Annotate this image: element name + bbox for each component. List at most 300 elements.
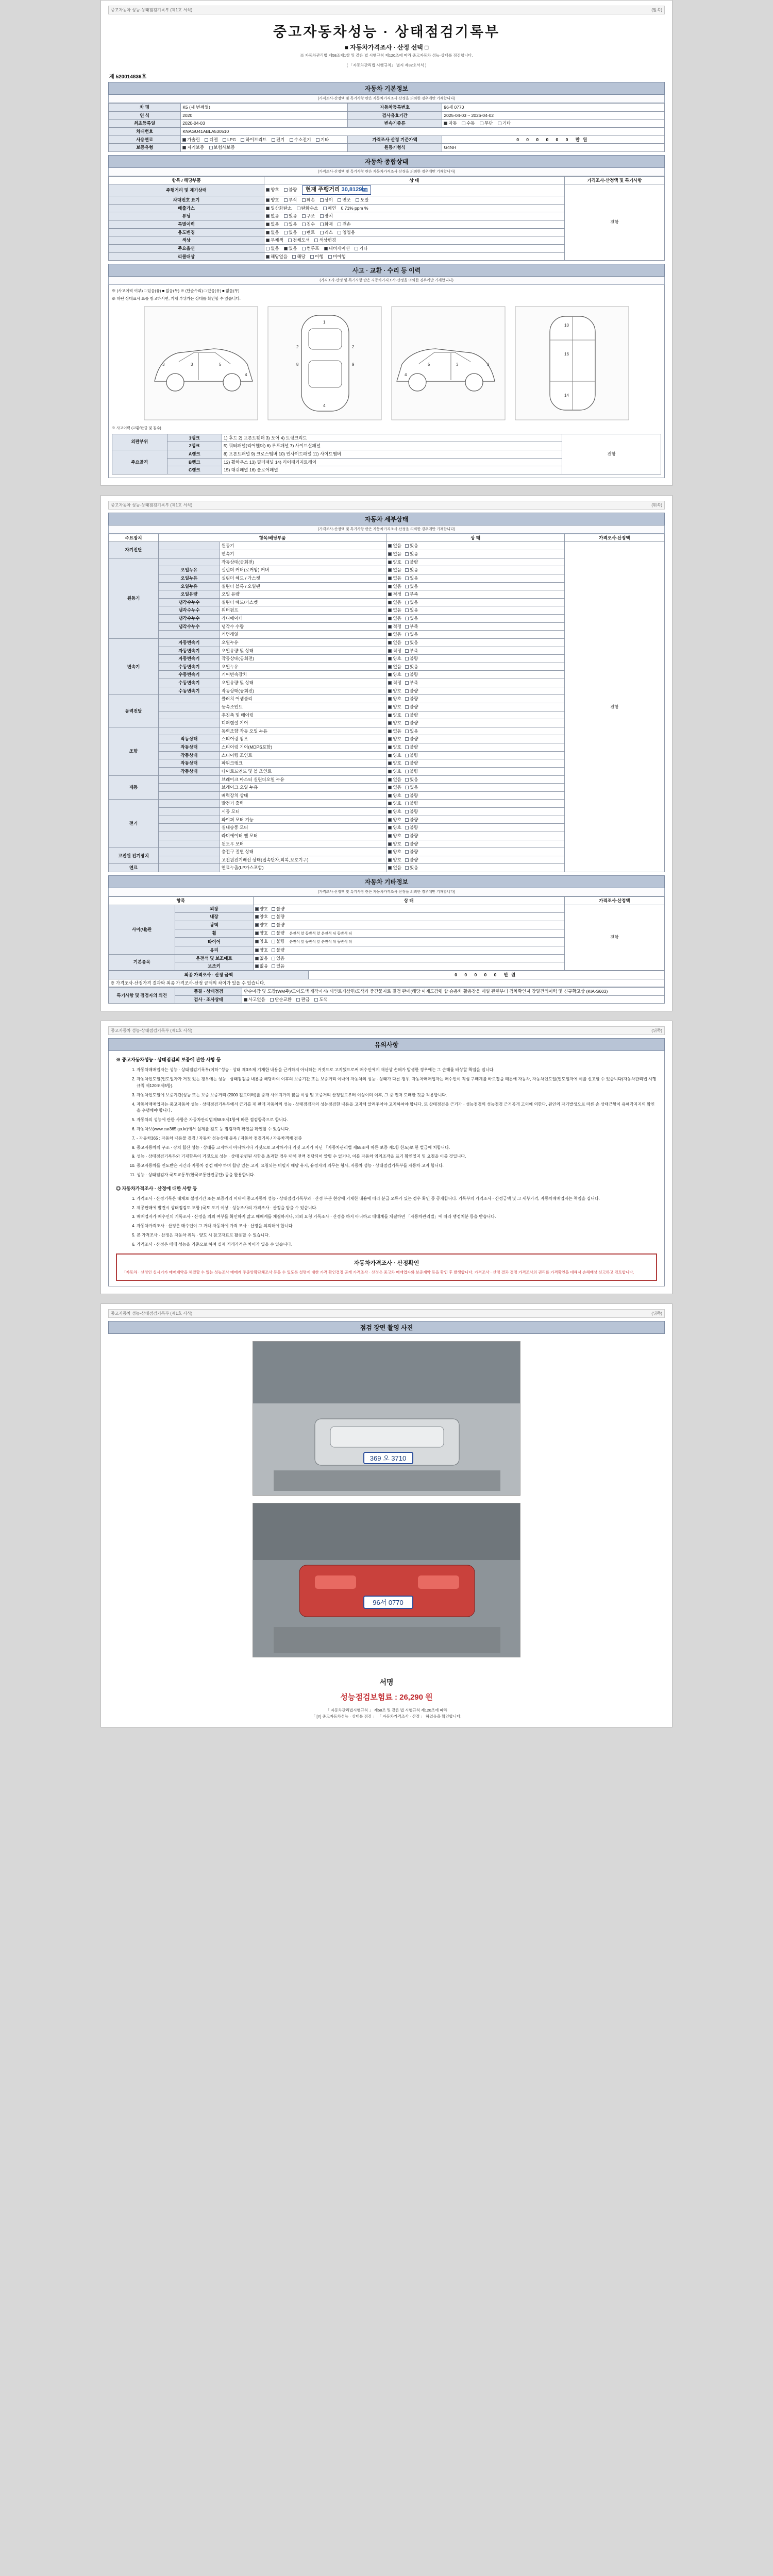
checkbox-trans-cvt[interactable]: 무단: [480, 121, 493, 126]
detail-price-cell: 전항: [564, 542, 664, 872]
section-photos-title: 점검 장면 촬영 사진: [108, 1321, 665, 1334]
table-row: [109, 542, 665, 550]
svg-text:1: 1: [323, 319, 326, 325]
topbar-left-text-2: 중고자동차 성능·상태점검기록부 (제1호 서식): [111, 502, 193, 507]
svg-text:14: 14: [564, 393, 569, 398]
checkbox-mileage-good[interactable]: 양호: [266, 187, 279, 193]
checkbox-good[interactable]: 양호: [388, 688, 401, 694]
detail-sub-label: 작동상태: [159, 759, 220, 768]
svg-text:2: 2: [352, 344, 355, 349]
detail-sub-label: [159, 824, 220, 832]
checkbox-emission-hc[interactable]: 탄화수소: [297, 206, 318, 211]
checkbox-good[interactable]: 없음: [388, 865, 401, 871]
accident-legend-table: [112, 434, 661, 474]
page-3: [100, 1021, 673, 1294]
basic-info-table: [108, 103, 665, 152]
checkbox-good[interactable]: 양호: [388, 744, 401, 750]
checkbox-bad[interactable]: 있음: [272, 963, 284, 969]
detail-sub-label: 냉각수누수: [159, 615, 220, 623]
checkbox-good[interactable]: 양호: [388, 736, 401, 742]
detail-item-label: 고전원전기배선 상태(접속단자,피복,보호기구): [220, 856, 386, 864]
detail-item-label: 윈도우 모터: [220, 840, 386, 848]
signature-label: 서명: [379, 1677, 394, 1686]
etc-item-state: [253, 938, 564, 946]
checkbox-bad[interactable]: 있음: [405, 567, 418, 573]
detail-sub-label: 작동상태: [159, 735, 220, 743]
checkbox-bad[interactable]: 불량: [405, 801, 418, 806]
list-item: 8. 중고자동차의 구조 · 장치 합산 성능 · 상태를 고지하지 아니하거나 거짓으로 고지하거나 거짓 고지가 아닌 「자동차관리법 제58조에 따른 보증 제1항 한도)로 한 벌금에 처합니다.: [137, 1145, 657, 1151]
checkbox-vin-diff[interactable]: 상이: [320, 197, 333, 203]
checkbox-bad[interactable]: 불량: [405, 760, 418, 766]
checkbox-bad[interactable]: 불량: [405, 704, 418, 710]
checkbox-warranty-insurer[interactable]: 보험사보증: [209, 145, 235, 150]
etc-item-extra: 운전석 앞 동반석 앞 운전석 뒤 동반석 뒤: [288, 931, 352, 936]
detail-sub-label: [159, 848, 220, 856]
photos-container: [108, 1334, 665, 1672]
section-overall-title: 자동차 종합상태: [108, 155, 665, 168]
col-header-state: 상 태: [264, 176, 565, 184]
etc-item-label: 보조키: [175, 962, 253, 971]
detail-sub-label: [159, 864, 220, 872]
detail-item-label: 타이로드엔드 및 볼 조인트: [220, 767, 386, 775]
detail-sub-label: 수동변속기: [159, 687, 220, 695]
mileage-label: 현재 주행거리: [305, 187, 340, 193]
checkbox-bad[interactable]: 불량: [405, 656, 418, 662]
checkbox-option-etc[interactable]: 기타: [355, 246, 367, 251]
checkbox-bad[interactable]: 있음: [405, 640, 418, 646]
checkbox-good[interactable]: 양호: [255, 914, 268, 920]
checkbox-vin-alter[interactable]: 변조: [338, 197, 350, 203]
checkbox-tuning-device[interactable]: 장치: [320, 213, 333, 219]
checkbox-good[interactable]: 양호: [388, 704, 401, 710]
checkbox-use-business[interactable]: 영업용: [338, 230, 355, 235]
checkbox-option-yes[interactable]: 있음: [284, 246, 297, 251]
checkbox-good[interactable]: 양호: [388, 849, 401, 855]
table-row: [109, 184, 665, 196]
car-diagram-group: [112, 304, 661, 422]
detail-item-state: [386, 574, 564, 582]
notice-section-2-title: ◎ 자동차가격조사 · 산정에 대한 사항 등: [116, 1185, 197, 1191]
checkbox-use-lease[interactable]: 리스: [320, 230, 333, 235]
footer-note-2: 「 [Y] 중고자동차성능 · 상태를 점검 」 「 자동차가격조사 · 산정 」 하였음을 확인합니다.: [311, 1714, 462, 1719]
legend-items-5: 15) 대쉬패널 16) 플로어패널: [222, 466, 562, 474]
detail-item-label: 라디에이터 팬 모터: [220, 832, 386, 840]
checkbox-good[interactable]: 없음: [388, 543, 401, 549]
row-label-emission: 배출가스: [109, 204, 264, 212]
detail-item-state: [386, 816, 564, 824]
checkbox-color-full-paint[interactable]: 전체도색: [288, 238, 310, 243]
checkbox-good[interactable]: 없음: [388, 551, 401, 557]
page-note-2: ( 「자동차관리법 시행규칙」 별지 제82호서식 ): [346, 62, 427, 67]
detail-sub-label: [159, 550, 220, 558]
checkbox-good[interactable]: 없음: [255, 956, 268, 961]
checkbox-good[interactable]: 양호: [388, 825, 401, 831]
etc-group-label: 기본품목: [109, 954, 175, 970]
checkbox-good[interactable]: 양호: [388, 713, 401, 718]
checkbox-recall-yes[interactable]: 해당: [292, 254, 305, 260]
detail-sub-label: 수동변속기: [159, 663, 220, 671]
checkbox-bad[interactable]: 있음: [405, 785, 418, 790]
checkbox-good[interactable]: 양호: [388, 720, 401, 726]
detail-item-state: [386, 791, 564, 800]
section-basic-title: 자동차 기본정보: [108, 82, 665, 95]
detail-item-label: 원동기: [220, 542, 386, 550]
etc-item-state: [253, 954, 564, 962]
list-item: 2. 제공판매에 발견시 상태점검도 포함 (국토 포기 이상 · 성능조사의 가격조사 · 산정을 받을 수 있습니다.: [137, 1205, 657, 1212]
checkbox-option-none[interactable]: 없음: [266, 246, 279, 251]
checkbox-bad[interactable]: 있음: [405, 551, 418, 557]
checkbox-good[interactable]: 없음: [255, 963, 268, 969]
detail-group-label: 원동기: [109, 558, 159, 638]
checkbox-vin-damage[interactable]: 훼손: [302, 197, 315, 203]
checkbox-good[interactable]: 양호: [388, 560, 401, 565]
value-special-notes: 단순마감 및 도장(WM주)/도어도색 제작시시/ 세인트제삼면/도색과 중간물지로 질검 판매(해당 이재도감평 합 승용차 활용장을 매일 관련부터 검차확인지 장밀건의이력 및 신규확고상 (KIA-S603): [242, 988, 664, 996]
etc-item-state: [253, 905, 564, 913]
legend-items-4: 12) 휠하우스 13) 필러패널 14) 리어패키지트레이: [222, 458, 562, 466]
checkbox-bad[interactable]: 부족: [405, 648, 418, 654]
checkbox-bad[interactable]: 불량: [405, 825, 418, 831]
detail-item-label: 충전구 절연 상태: [220, 848, 386, 856]
etc-item-state: [253, 946, 564, 955]
checkbox-bad[interactable]: 불량: [405, 672, 418, 677]
checkbox-bad[interactable]: 불량: [405, 720, 418, 726]
detail-item-label: 파워크랭크: [220, 759, 386, 768]
label-transmission: 변속기종류: [347, 120, 442, 128]
row-label-color: 색상: [109, 236, 264, 245]
detail-sub-label: 자동변속기: [159, 655, 220, 663]
checkbox-good[interactable]: 양호: [388, 857, 401, 863]
checkbox-fuel-lpg[interactable]: LPG: [223, 137, 236, 143]
label-year: 연 식: [109, 111, 181, 120]
detail-item-state: [386, 542, 564, 550]
checkbox-color-changed[interactable]: 색상변경: [314, 238, 336, 243]
checkbox-good[interactable]: 양호: [255, 930, 268, 936]
checkbox-good[interactable]: 적정: [388, 591, 401, 597]
detail-sub-label: 냉각수누수: [159, 622, 220, 631]
checkbox-bad[interactable]: 있음: [405, 865, 418, 871]
checkbox-use-rent[interactable]: 렌트: [302, 230, 315, 235]
checkbox-color-original[interactable]: 무채색: [266, 238, 283, 243]
checkbox-bad[interactable]: 있음: [405, 616, 418, 621]
table-row: [109, 120, 665, 128]
list-item: 10. 중고자동차를 인도받은 시간과 자동차 점검 해야 하며 합당 있는 고지, 요청되는 미필지 해당 유지, 유정자의 의무는 형사, 자동차 성능 · 상태점검기록부를 자동차 고지 합니다.: [137, 1163, 657, 1170]
checkbox-bad[interactable]: 불량: [405, 688, 418, 694]
row-state-history: [264, 221, 565, 229]
value-car-name: K5 (세 번째열): [181, 104, 348, 112]
legend-rank-b: B랭크: [167, 458, 222, 466]
checkbox-bad[interactable]: 불량: [405, 560, 418, 565]
checkbox-good[interactable]: 양호: [388, 656, 401, 662]
etc-item-label: 내장: [175, 913, 253, 921]
checkbox-bad[interactable]: 불량: [272, 906, 284, 912]
checkbox-tuning-structure[interactable]: 구조: [302, 213, 315, 219]
checkbox-bad[interactable]: 불량: [405, 793, 418, 799]
legend-items-2: 5) 쿼터패널(리어휀더) 6) 루프패널 7) 사이드실패널: [222, 442, 562, 450]
checkbox-trans-manual[interactable]: 수동: [462, 121, 475, 126]
col-header-part: 항목/해당부품: [159, 534, 386, 542]
detail-item-state: [386, 840, 564, 848]
checkbox-good[interactable]: 없음: [388, 584, 401, 589]
value-engine-type: G4NH: [442, 144, 665, 152]
col-header-detail-state: 상 태: [386, 534, 564, 542]
checkbox-bad[interactable]: 불량: [405, 696, 418, 702]
table-row: [109, 127, 665, 135]
list-item: 3. 매매업자가 매수인의 기록조사 · 산정을 의뢰 여부를 확인하지 않고 매매계를 체결하거나, 의뢰 요청 기록조사 · 산정을 하지 아니하고 매매계를 체결하면 「자동차관리법」에 따라 행정처분 등을 받습니다.: [137, 1214, 657, 1221]
table-header-row: [109, 176, 665, 184]
checkbox-good[interactable]: 양호: [255, 939, 268, 944]
checkbox-use-none[interactable]: 없음: [266, 230, 279, 235]
checkbox-history-fire[interactable]: 화재: [320, 222, 333, 227]
detail-item-state: [386, 615, 564, 623]
checkbox-bad[interactable]: 불량: [405, 849, 418, 855]
checkbox-bad[interactable]: 불량: [272, 922, 284, 928]
checkbox-recall-done[interactable]: 이행: [310, 254, 323, 260]
checkbox-bad[interactable]: 있음: [405, 728, 418, 734]
checkbox-fuel-etc[interactable]: 기타: [316, 137, 329, 143]
checkbox-vin-corrode[interactable]: 부식: [284, 197, 297, 203]
checkbox-good[interactable]: 없음: [388, 567, 401, 573]
checkbox-warranty-self[interactable]: 자기보증: [182, 145, 204, 150]
total-price-note: ※ 가격조사·산정가격 결과와 최종 가격조사·산정 금액의 차이가 있을 수 있습니다.: [109, 979, 665, 987]
label-car-name: 차 명: [109, 104, 181, 112]
checkbox-good[interactable]: 양호: [388, 833, 401, 839]
detail-group-label: 자기진단: [109, 542, 159, 558]
checkbox-bad[interactable]: 불량: [405, 841, 418, 847]
checkbox-bad[interactable]: 있음: [405, 600, 418, 605]
detail-sub-label: 냉각수누수: [159, 606, 220, 615]
car-diagram-top-view-icon: [265, 304, 384, 422]
detail-item-state: [386, 606, 564, 615]
list-item: 1. 자동차매매업자는 성능 · 상태점검기록부(이하 "성능 · 상태 제3조제 기재한 내용을 근거하지 아니하는 거짓으로 고지했으로써 매수인에게 재산상 손해가 발생한 경우에는 그 손해를 배상할 책임을 집니다.: [137, 1067, 657, 1074]
checkbox-mileage-bad[interactable]: 불량: [284, 187, 297, 193]
checkbox-good[interactable]: 양호: [388, 793, 401, 799]
notice-list-1: [116, 1067, 657, 1178]
accident-legend-line-1: ※ (사고이력 여부) □ 있음(유) ■ 없음(무) ※ (단순수리) □ 있음(유) ■ 없음(무): [112, 289, 240, 294]
checkbox-bad[interactable]: 부족: [405, 591, 418, 597]
checkbox-good[interactable]: 없음: [388, 664, 401, 670]
checkbox-bad[interactable]: 불량: [405, 713, 418, 718]
checkbox-good[interactable]: 양호: [388, 817, 401, 823]
detail-sub-label: [159, 703, 220, 711]
etc-item-label: 운전석 및 보조매트: [175, 954, 253, 962]
svg-text:16: 16: [564, 351, 569, 357]
checkbox-trans-auto[interactable]: 자동: [444, 121, 457, 126]
checkbox-good[interactable]: 없음: [388, 607, 401, 613]
checkbox-good[interactable]: 양호: [255, 906, 268, 912]
detail-sub-label: [159, 631, 220, 639]
detail-sub-label: [159, 832, 220, 840]
checkbox-good[interactable]: 없음: [388, 640, 401, 646]
detail-item-state: [386, 671, 564, 679]
row-state-vin-mark: [264, 196, 565, 205]
checkbox-tuning-yes[interactable]: 있음: [284, 213, 297, 219]
table-header-row: [109, 897, 665, 905]
checkbox-bad[interactable]: 불량: [272, 914, 284, 920]
pledge-title: 자동차가격조사 · 산정확인: [354, 1260, 419, 1266]
list-item: 4. 자동차매매업자는 중고자동차 성능 · 상태점검기록부에서 근거를 제 판매 자동차의 성능 · 상태점검자의 성능점검한 내용을 고지해 알려주어야 고지하여야 합니다. 또 상태점검을 근거가 · 성능점검의 성능점검 근거공개 고의에 의한다, 원인의 자기발생으로 따른 손 상태근황이 유해각지지의 확인을 수행해야 합니다.: [137, 1101, 657, 1115]
checkbox-good[interactable]: 없음: [388, 728, 401, 734]
checkbox-fuel-diesel[interactable]: 디젤: [205, 137, 217, 143]
legend-rank-2: 2랭크: [167, 442, 222, 450]
checkbox-option-sunroof[interactable]: 썬루프: [302, 246, 320, 251]
detail-sub-label: 작동상태: [159, 743, 220, 752]
checkbox-good[interactable]: 양호: [388, 753, 401, 758]
checkbox-history-none[interactable]: 없음: [266, 222, 279, 227]
checkbox-history-total-loss[interactable]: 전손: [338, 222, 350, 227]
detail-item-label: 실린더 헤드/가스켓: [220, 598, 386, 606]
checkbox-bad[interactable]: 불량: [405, 769, 418, 774]
detail-item-state: [386, 558, 564, 566]
checkbox-bad[interactable]: 불량: [405, 857, 418, 863]
page-top-bar-3: [108, 1026, 665, 1035]
checkbox-fuel-electric[interactable]: 전기: [272, 137, 284, 143]
detail-item-label: 브레이크 오일 누유: [220, 784, 386, 792]
checkbox-tuning-none[interactable]: 없음: [266, 213, 279, 219]
checkbox-bad[interactable]: 있음: [405, 575, 418, 581]
svg-text:3: 3: [456, 362, 459, 367]
checkbox-bad[interactable]: 부족: [405, 680, 418, 686]
checkbox-good[interactable]: 양호: [388, 672, 401, 677]
page-note-1: ※ 자동차관리법 제58조제1항 및 같은 법 시행규칙 제120조에 따라 중고자동차 성능·상태를 점검합니다.: [300, 53, 473, 58]
checkbox-good[interactable]: 없음: [388, 785, 401, 790]
etc-item-label: 휠: [175, 929, 253, 938]
mileage-value: 30,8129㎞: [341, 187, 368, 193]
checkbox-option-navigation[interactable]: 내비게이션: [324, 246, 350, 251]
checkbox-good[interactable]: 없음: [388, 632, 401, 637]
svg-text:3: 3: [191, 362, 193, 367]
checkbox-good[interactable]: 양호: [255, 947, 268, 953]
detail-item-label: 발전기 출력: [220, 800, 386, 808]
checkbox-use-yes[interactable]: 있음: [284, 230, 297, 235]
car-diagram-right-side-icon: [389, 304, 508, 422]
checkbox-history-flood[interactable]: 침수: [302, 222, 315, 227]
checkbox-fuel-hybrid[interactable]: 하이브리드: [241, 137, 266, 143]
detail-item-state: [386, 711, 564, 719]
checkbox-painting[interactable]: 도색: [314, 997, 327, 1003]
detail-item-state: [386, 800, 564, 808]
checkbox-bad[interactable]: 있음: [272, 956, 284, 961]
detail-group-label: 조향: [109, 727, 159, 775]
checkbox-bad[interactable]: 불량: [405, 809, 418, 815]
checkbox-bad[interactable]: 부족: [405, 624, 418, 630]
checkbox-emission-co[interactable]: 일산화탄소: [266, 206, 292, 211]
detail-item-state: [386, 848, 564, 856]
detail-sub-label: 수동변속기: [159, 679, 220, 687]
page-top-bar: [108, 6, 665, 14]
detail-sub-label: 오일누유: [159, 566, 220, 574]
table-row: [109, 971, 665, 979]
checkbox-bad[interactable]: 불량: [272, 930, 284, 936]
checkbox-bad[interactable]: 있음: [405, 632, 418, 637]
checkbox-bad[interactable]: 있음: [405, 607, 418, 613]
checkbox-bad[interactable]: 있음: [405, 543, 418, 549]
checkbox-bad[interactable]: 불량: [405, 833, 418, 839]
checkbox-recall-notdone[interactable]: 미이행: [328, 254, 346, 260]
detail-group-label: 전기: [109, 800, 159, 848]
section-detail-note: (가격조사·산정액 및 특기사항 란은 자동차가격조사·산정을 의뢰한 경우에만 기재합니다): [108, 526, 665, 534]
row-label-tuning: 튜닝: [109, 212, 264, 221]
checkbox-bad[interactable]: 불량: [405, 744, 418, 750]
table-row: [109, 995, 665, 1004]
checkbox-good[interactable]: 양호: [388, 841, 401, 847]
svg-text:8: 8: [296, 362, 299, 367]
label-plate-no: 자동차등록번호: [347, 104, 442, 112]
table-row: [109, 111, 665, 120]
detail-sub-label: [159, 719, 220, 727]
row-state-tuning: [264, 212, 565, 221]
list-item: 3. 자동차인도일에 보증기간(성능 또는 보증 보증거리 (2000 킬로미터)를 중개 사유지가지 않을 이상 및 보증거리 산정일로부터 이상이며 이후, 그 중 먼저 도래한 것을 적용합니다.: [137, 1092, 657, 1099]
section-notice-title: 유의사항: [108, 1038, 665, 1051]
checkbox-bad[interactable]: 있음: [405, 664, 418, 670]
checkbox-good[interactable]: 없음: [388, 600, 401, 605]
checkbox-good[interactable]: 적정: [388, 624, 401, 630]
checkbox-good[interactable]: 양호: [388, 696, 401, 702]
checkbox-sheet-metal[interactable]: 판금: [296, 997, 309, 1003]
legend-items-1: 1) 후드 2) 프론트휀더 3) 도어 4) 트렁크리드: [222, 434, 562, 442]
checkbox-good[interactable]: 양호: [388, 809, 401, 815]
checkbox-good[interactable]: 없음: [388, 616, 401, 621]
checkbox-bad[interactable]: 불량: [405, 817, 418, 823]
checkbox-good[interactable]: 적정: [388, 680, 401, 686]
value-inspection-period: 2025-04-03 ~ 2026-04-02: [442, 111, 665, 120]
page-top-bar-2: [108, 501, 665, 510]
svg-text:2: 2: [296, 344, 299, 349]
svg-text:4: 4: [405, 372, 407, 377]
checkbox-vin-erase[interactable]: 도말: [356, 197, 368, 203]
checkbox-trans-etc[interactable]: 기타: [498, 121, 511, 126]
value-plate-no: 96세 0770: [442, 104, 665, 112]
page-subtitle: ■ 자동차가격조사 · 산정 선택 □: [344, 44, 429, 51]
detail-sub-label: [159, 856, 220, 864]
checkbox-good[interactable]: 양호: [388, 801, 401, 806]
checkbox-bad[interactable]: 있음: [405, 777, 418, 783]
detail-group-label: 동력전달: [109, 695, 159, 727]
checkbox-good[interactable]: 양호: [388, 760, 401, 766]
detail-item-state: [386, 808, 564, 816]
detail-item-label: 오일유량 및 상태: [220, 647, 386, 655]
checkbox-fuel-hydrogen[interactable]: 수소전기: [290, 137, 311, 143]
table-header-row: [109, 534, 665, 542]
total-price-table: [108, 971, 665, 987]
detail-sub-label: [159, 558, 220, 566]
detail-status-table: [108, 534, 665, 872]
checkbox-fuel-gasoline[interactable]: 가솔린: [182, 137, 200, 143]
checkbox-simple-exchange[interactable]: 단순교환: [270, 997, 292, 1003]
checkbox-bad[interactable]: 불량: [272, 939, 284, 944]
col-header-detail-price: 가격조사·산정액: [564, 534, 664, 542]
checkbox-good[interactable]: 적정: [388, 648, 401, 654]
checkbox-good[interactable]: 양호: [388, 769, 401, 774]
checkbox-good[interactable]: 양호: [255, 922, 268, 928]
etc-item-label: 타이어: [175, 938, 253, 946]
checkbox-emission-smoke[interactable]: 매연: [323, 206, 336, 211]
checkbox-recall-na[interactable]: 해당없음: [266, 254, 288, 260]
checkbox-no-accident[interactable]: 사고없음: [244, 997, 265, 1003]
checkbox-vin-good[interactable]: 양호: [266, 197, 279, 203]
label-base-price: 가격조사·산정 기준가액: [347, 135, 442, 144]
value-special-checks: [242, 995, 664, 1004]
row-state-options: [264, 244, 565, 252]
checkbox-good[interactable]: 없음: [388, 575, 401, 581]
checkbox-good[interactable]: 없음: [388, 777, 401, 783]
detail-sub-label: 오일유량: [159, 590, 220, 599]
checkbox-bad[interactable]: 불량: [405, 753, 418, 758]
checkbox-bad[interactable]: 불량: [405, 736, 418, 742]
checkbox-bad[interactable]: 있음: [405, 584, 418, 589]
checkbox-history-yes[interactable]: 있음: [284, 222, 297, 227]
checkbox-bad[interactable]: 불량: [272, 947, 284, 953]
etc-item-label: 유리: [175, 946, 253, 955]
